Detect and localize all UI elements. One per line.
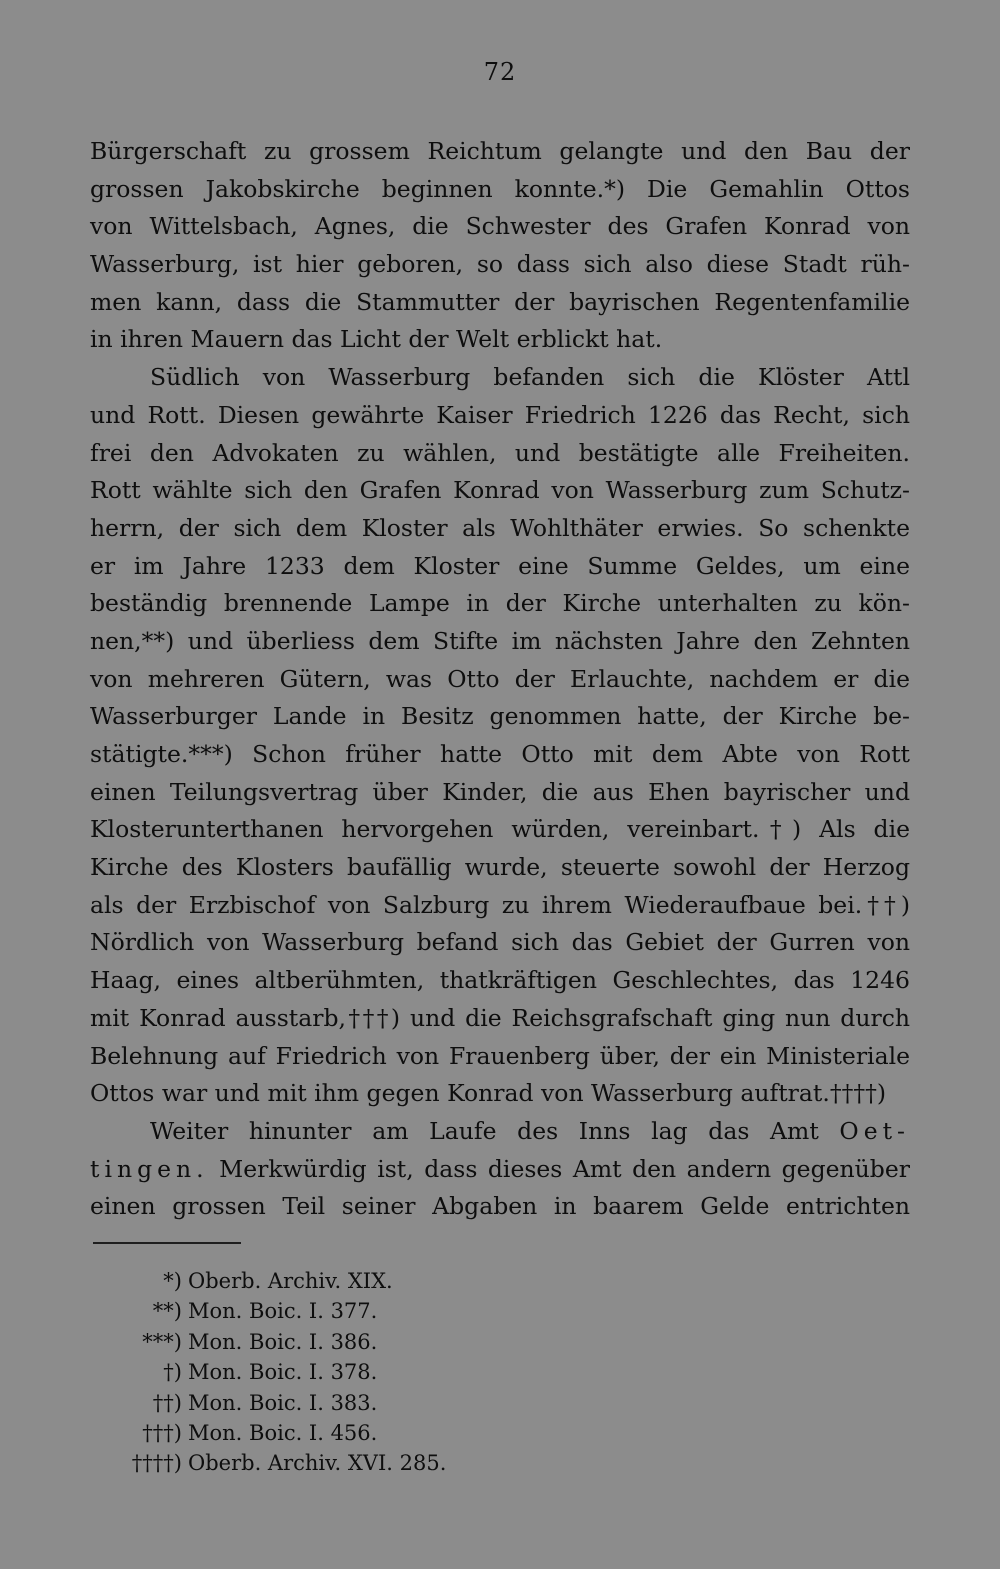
text-line [90, 1151, 910, 1189]
text-line [90, 1113, 910, 1151]
text-segment: Merkwürdig ist, dass dieses Amt den andern gegenüber [219, 1154, 910, 1183]
footnote [90, 1327, 590, 1357]
footnote-mark: ††) [152, 1390, 182, 1415]
text-line: Wasserburg, ist hier geboren, so dass sich also diese Stadt rüh- [90, 250, 910, 279]
footnote-text: Mon. Boic. I. 383. [188, 1390, 378, 1415]
text-line: in ihren Mauern das Licht der Welt erblickt hat. [90, 325, 663, 354]
text-line: mit Konrad ausstarb,†††) und die Reichsgrafschaft ging nun durch [90, 1003, 910, 1032]
footnote-text: Mon. Boic. I. 456. [188, 1420, 378, 1445]
text-line: er im Jahre 1233 dem Kloster eine Summe Geldes, um eine [90, 551, 910, 580]
text-line: grossen Jakobskirche beginnen konnte.*) Die Gemahlin Ottos [90, 174, 910, 203]
text-line: Ottos war und mit ihm gegen Konrad von Wasserburg auftrat.††††) [90, 1079, 886, 1108]
footnote [90, 1266, 590, 1296]
footnote-text: Oberb. Archiv. XVI. 285. [188, 1451, 447, 1476]
text-line: Wasserburger Lande in Besitz genommen hatte, der Kirche be- [90, 702, 910, 731]
text-line: stätigte.***) Schon früher hatte Otto mit dem Abte von Rott [90, 740, 910, 768]
footnote [90, 1418, 590, 1448]
text-line: einen Teilungsvertrag über Kinder, die aus Ehen bayrischer und [90, 777, 910, 806]
text-line: Rott wählte sich den Grafen Konrad von Wasserburg zum Schutz- [90, 476, 910, 505]
text-line: frei den Advokaten zu wählen, und bestätigte alle Freiheiten. [90, 438, 910, 467]
footnotes [90, 1266, 590, 1479]
text-line: men kann, dass die Stammutter der bayrischen Regentenfamilie [90, 287, 910, 316]
footnote [90, 1296, 590, 1326]
footnote [90, 1388, 590, 1418]
text-line: Kirche des Klosters baufällig wurde, steuerte sowohl der Herzog [90, 853, 910, 882]
footnote-text: Oberb. Archiv. XIX. [188, 1269, 393, 1293]
footnote [90, 1448, 590, 1478]
text-segment: Weiter hinunter am Laufe des Inns lag das Amt [150, 1116, 819, 1145]
text-line: Belehnung auf Friedrich von Frauenberg über, der ein Ministeriale [90, 1041, 910, 1070]
footnote-mark: ††††) [131, 1451, 182, 1476]
text-line: nen,**) und überliess dem Stifte im nächsten Jahre den Zehnten [90, 626, 910, 655]
text-line: und Rott. Diesen gewährte Kaiser Friedrich 1226 das Recht, sich [90, 400, 910, 429]
text-line: Haag, eines altberühmten, thatkräftigen Geschlechtes, das 1246 [90, 966, 910, 995]
text-line: herrn, der sich dem Kloster als Wohlthäter erwies. So schenkte [90, 513, 910, 542]
footnote-text: Mon. Boic. I. 377. [188, 1299, 378, 1324]
text-line: beständig brennende Lampe in der Kirche unterhalten zu kön- [90, 589, 910, 618]
footnote-text: Mon. Boic. I. 378. [188, 1360, 378, 1385]
text-line: von mehreren Gütern, was Otto der Erlauchte, nachdem er die [90, 664, 910, 693]
spaced-text: Oet- [839, 1116, 910, 1145]
text-line: einen grossen Teil seiner Abgaben in baarem Gelde entrichten [90, 1192, 910, 1221]
footnote-divider [93, 1242, 241, 1244]
text-line: Nördlich von Wasserburg befand sich das Gebiet der Gurren von [90, 928, 910, 957]
page-number: 72 [483, 58, 517, 86]
text-line: Südlich von Wasserburg befanden sich die Klöster Attl [150, 363, 910, 392]
body-text [90, 133, 910, 1226]
spaced-text: tingen. [90, 1154, 209, 1183]
footnote-text: Mon. Boic. I. 386. [188, 1329, 378, 1354]
footnote-mark: †) [163, 1360, 182, 1385]
text-line: Klosterunterthanen hervorgehen würden, vereinbart.†) Als die [90, 815, 910, 844]
text-line: von Wittelsbach, Agnes, die Schwester des Grafen Konrad von [90, 212, 910, 241]
footnote-mark: †††) [142, 1420, 182, 1445]
footnote-mark: **) [152, 1299, 182, 1324]
footnote-mark: *) [163, 1269, 182, 1293]
footnote-mark: ***) [142, 1329, 182, 1354]
text-line: als der Erzbischof von Salzburg zu ihrem Wiederaufbaue bei.††) [90, 890, 910, 919]
footnote [90, 1357, 590, 1387]
text-line: Bürgerschaft zu grossem Reichtum gelangte und den Bau der [90, 137, 910, 165]
